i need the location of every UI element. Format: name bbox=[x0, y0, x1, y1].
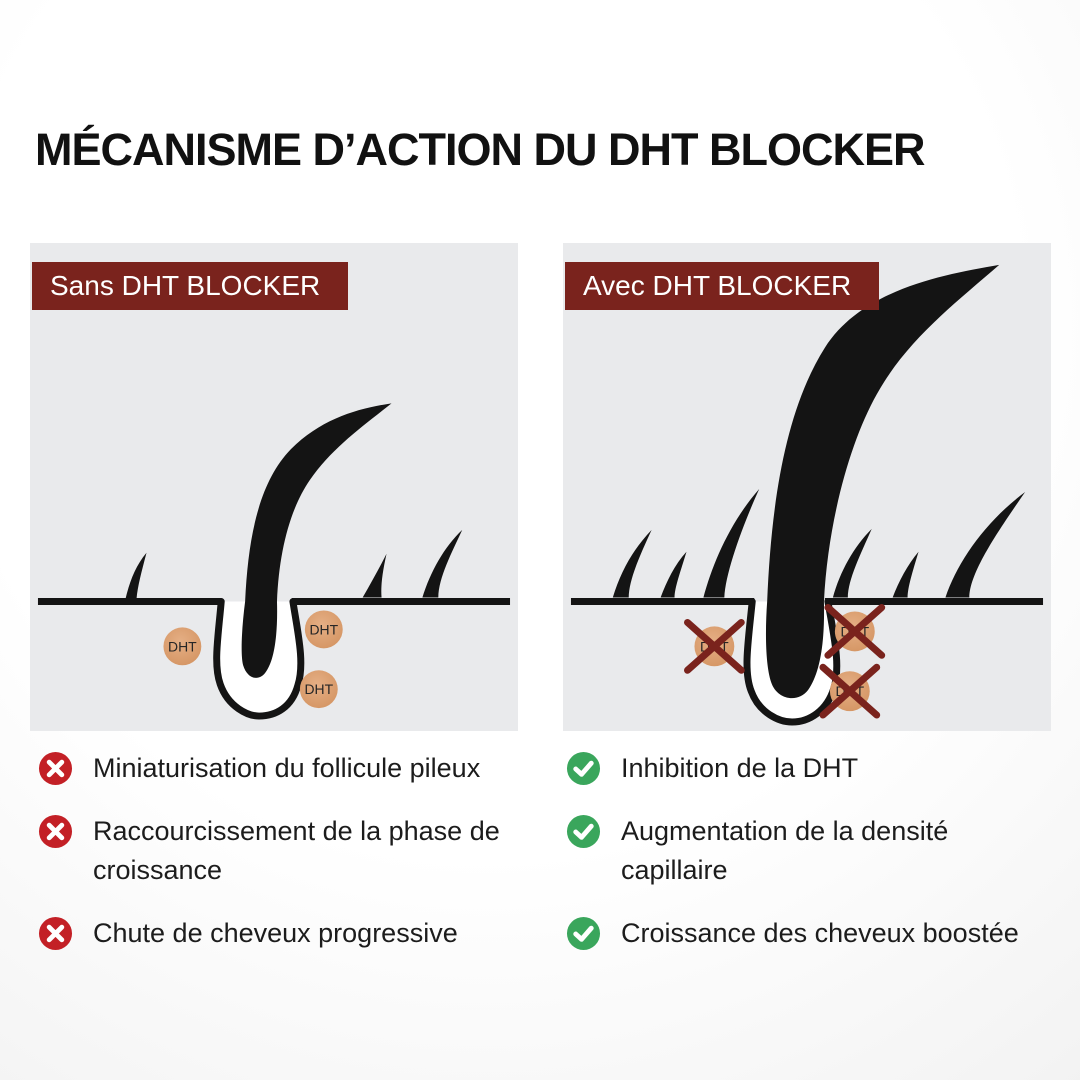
page-title: MÉCANISME D’ACTION DU DHT BLOCKER bbox=[35, 124, 925, 175]
x-circle-icon bbox=[38, 814, 73, 849]
negative-points-list bbox=[38, 749, 548, 953]
panel-without-blocker bbox=[30, 243, 518, 731]
dht-molecule-blocked bbox=[687, 622, 741, 670]
point-text: Croissance des cheveux boostée bbox=[621, 917, 1019, 948]
dht-molecule bbox=[163, 627, 201, 665]
check-circle-icon bbox=[566, 916, 601, 951]
x-circle-icon bbox=[38, 916, 73, 951]
panel-with-blocker bbox=[563, 243, 1051, 731]
svg-text:DHT: DHT bbox=[304, 681, 334, 698]
follicle-illustration-with bbox=[563, 243, 1051, 731]
svg-text:DHT: DHT bbox=[840, 623, 870, 640]
positive-points-list bbox=[566, 749, 1039, 953]
panel-with-header: Avec DHT BLOCKER bbox=[565, 262, 879, 310]
point-text: Augmentation de la densité capillaire bbox=[621, 815, 949, 885]
svg-text:DHT: DHT bbox=[835, 683, 865, 700]
main-hair bbox=[766, 265, 999, 698]
list-item bbox=[566, 749, 1039, 788]
list-item bbox=[38, 749, 548, 788]
point-text: Miniaturisation du follicule pileux bbox=[93, 753, 481, 783]
list-item bbox=[38, 812, 548, 890]
point-text: Raccourcissement de la phase de croissance bbox=[93, 815, 500, 885]
small-hairs bbox=[126, 530, 463, 599]
svg-text:DHT: DHT bbox=[168, 638, 197, 655]
x-circle-icon bbox=[38, 751, 73, 786]
check-circle-icon bbox=[566, 814, 601, 849]
dht-molecule-blocked bbox=[828, 608, 882, 656]
svg-text:DHT: DHT bbox=[309, 621, 339, 638]
dht-molecule bbox=[300, 670, 338, 708]
point-text: Inhibition de la DHT bbox=[621, 753, 859, 783]
check-circle-icon bbox=[566, 751, 601, 786]
panel-without-header: Sans DHT BLOCKER bbox=[32, 262, 348, 310]
dht-molecule bbox=[305, 610, 343, 648]
list-item bbox=[566, 812, 1039, 890]
svg-text:DHT: DHT bbox=[700, 638, 729, 655]
list-item bbox=[566, 914, 1039, 953]
point-text: Chute de cheveux progressive bbox=[93, 917, 458, 948]
list-item bbox=[38, 914, 548, 953]
follicle-illustration-without bbox=[30, 243, 518, 731]
dht-molecule-blocked bbox=[823, 667, 877, 715]
